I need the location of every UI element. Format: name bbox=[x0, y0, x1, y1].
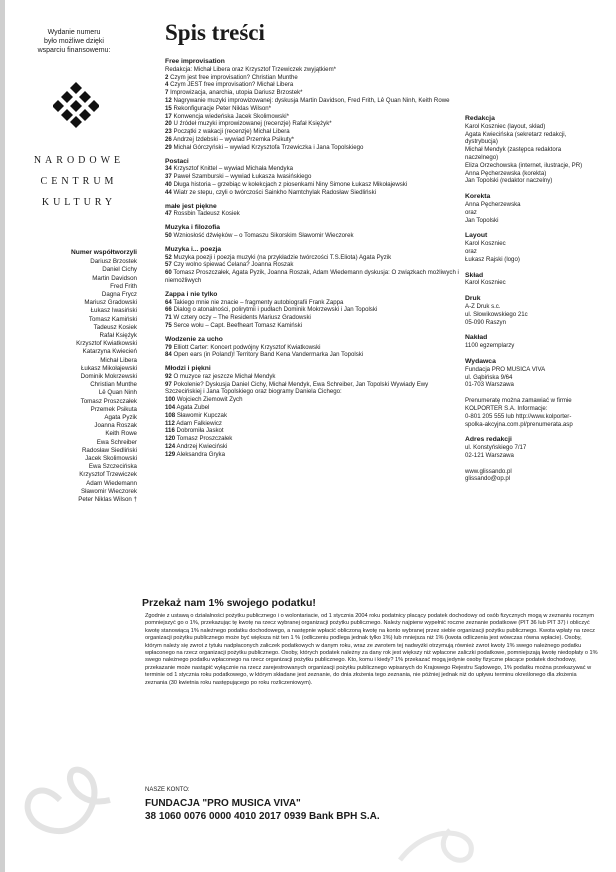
toc-page-number: 37 bbox=[165, 173, 172, 181]
toc-page-number: 104 bbox=[165, 404, 176, 412]
toc-section-heading: Postaci bbox=[165, 157, 189, 165]
toc-entry-text: Wiatr ze stepu, czyli o twórczości Sainkho Namtchylak Radosław Siedliński bbox=[173, 188, 377, 196]
toc-entry-text: Tomasz Proszczałek, Agata Pyzik, Joanna Roszak, Adam Wiedemann dyskusja: O związkach możliwych i niemożliwych bbox=[165, 269, 459, 284]
account-label: NASZE KONTO: bbox=[145, 787, 190, 793]
masthead-line: 1100 egzemplarzy bbox=[465, 342, 515, 350]
toc-entry bbox=[165, 344, 460, 352]
toc-page-number: 4 bbox=[165, 81, 169, 89]
toc-entry-text: Paweł Szamburski – wywiad Łukasza Iwasińskiego bbox=[173, 173, 312, 181]
masthead-line: naczelnego) bbox=[465, 153, 499, 161]
masthead-heading: Druk bbox=[465, 295, 481, 303]
masthead-line: oraz bbox=[465, 247, 477, 255]
masthead-line: Łukasz Rajski (logo) bbox=[465, 255, 520, 263]
contributor-name: Tadeusz Kosiek bbox=[93, 323, 137, 331]
contributor-name: Dagna Frycz bbox=[101, 291, 137, 299]
toc-entry-text: Dialog o atonalności, polirytmii i pudłach Dominik Mokrzewski i Jan Topolski bbox=[173, 306, 378, 314]
page-edge-shadow bbox=[0, 0, 5, 872]
toc-entry bbox=[165, 351, 460, 359]
toc-entry bbox=[165, 373, 460, 381]
toc-page-number: 66 bbox=[165, 306, 172, 314]
toc-page-number: 116 bbox=[165, 427, 175, 435]
toc-page-number: 84 bbox=[165, 351, 172, 359]
toc-entry-text: Takiego mnie nie znacie – fragmenty autobiografii Frank Zappa bbox=[173, 298, 344, 306]
contributor-name: Agata Pyzik bbox=[104, 414, 137, 422]
toc-page-number: 44 bbox=[165, 188, 172, 196]
toc-page-number: 64 bbox=[165, 298, 172, 306]
contributor-name: Lê Quan Ninh bbox=[98, 389, 137, 397]
toc-page-number: 12 bbox=[165, 96, 172, 104]
toc-entry bbox=[165, 89, 460, 97]
toc-entry bbox=[165, 396, 460, 404]
toc-entry bbox=[165, 314, 460, 322]
masthead-line: Michał Mendyk (zastępca redaktora bbox=[465, 146, 562, 154]
toc-entry bbox=[165, 322, 460, 330]
toc-page-number: 100 bbox=[165, 396, 176, 404]
toc-page-number: 112 bbox=[165, 419, 175, 427]
toc-entry-text: Wzniosłość dźwięków – o Tomaszu Sikorskim Sławomir Wieczorek bbox=[173, 231, 354, 239]
masthead-line: glissando@op.pl bbox=[465, 475, 511, 483]
toc-page-number: 129 bbox=[165, 450, 176, 458]
toc-entry bbox=[165, 306, 460, 314]
contributor-name: Łukasz Iwasiński bbox=[90, 307, 137, 315]
contributor-name: Christian Munthe bbox=[90, 381, 137, 389]
toc-entry bbox=[165, 128, 460, 136]
toc-entry-text: Czym JEST free improvisation? Michał Libera bbox=[170, 81, 294, 89]
toc-entry bbox=[165, 435, 460, 443]
toc-entry bbox=[165, 404, 460, 412]
toc-page-number: 57 bbox=[165, 261, 172, 269]
toc-entry bbox=[165, 269, 460, 285]
masthead-line: Karol Koszniec bbox=[465, 279, 506, 287]
toc-entry-text: Open ears (in Poland)! Territory Band Kena Vandermarka Jan Topolski bbox=[173, 351, 364, 359]
toc-page-number: 20 bbox=[165, 120, 172, 128]
masthead-line: Karol Koszniec bbox=[465, 240, 506, 248]
masthead-block bbox=[465, 193, 613, 224]
masthead bbox=[465, 115, 613, 483]
toc-entry-text: Tomasz Proszczałek bbox=[176, 435, 233, 443]
toc-entry bbox=[165, 181, 460, 189]
toc-entry bbox=[165, 165, 460, 173]
masthead-block bbox=[465, 272, 613, 288]
toc-entry-text: Nagrywanie muzyki improwizowanej: dyskusja Martin Davidson, Fred Frith, Lê Quan Ninh, Keith Rowe bbox=[173, 96, 450, 104]
toc-entry bbox=[165, 261, 460, 269]
toc-entry bbox=[165, 173, 460, 181]
toc-entry bbox=[165, 254, 460, 262]
table-of-contents bbox=[165, 58, 460, 459]
toc-section-heading: Muzyka i filozofia bbox=[165, 224, 220, 232]
toc-page-number: 29 bbox=[165, 143, 172, 151]
toc-entry-text: Pokolenie? Dyskusja Daniel Cichy, Michał Mendyk, Ewa Schreiber, Jan Topolski Wywiady Ewy Szczecińskiej i Jana Topolskiego oraz biogramy Daniela Cichego: bbox=[165, 380, 429, 396]
sponsor-line: było możliwe dzięki bbox=[44, 38, 104, 45]
masthead-heading: Adres redakcji bbox=[465, 436, 512, 444]
toc-entry-text: Krzysztof Knittel – wywiad Michała Mendyka bbox=[173, 165, 294, 173]
toc-entry-text: U źródeł muzyki improwizowanej (recenzje) Rafał Księżyk* bbox=[173, 120, 332, 128]
toc-page-number: 2 bbox=[165, 73, 169, 81]
contributor-name: Martin Davidson bbox=[92, 274, 137, 282]
contributors-list bbox=[10, 249, 137, 504]
toc-entry-text: Długa historia – grzebiąc w kolekcjach z piosenkami Niny Simone Łukasz Mikołajewski bbox=[173, 180, 408, 188]
toc-entry-text: Początki z wakacji (recenzje) Michał Libera bbox=[173, 128, 290, 136]
toc-entry-text: Aleksandra Gryka bbox=[176, 450, 225, 458]
toc-entry bbox=[165, 97, 460, 105]
masthead-line: Jan Topolski bbox=[465, 216, 499, 224]
masthead-line: ul. Konstyńskiego 7/17 bbox=[465, 444, 527, 452]
masthead-line: Prenumeratę można zamawiać w firmie bbox=[465, 397, 572, 405]
toc-page-number: 26 bbox=[165, 135, 172, 143]
toc-entry bbox=[165, 81, 460, 89]
tax-appeal-body: Zgodnie z ustawą o działalności pożytku publicznego i o wolontariacie, od 1 stycznia 2004 roku podatnicy płacący podatek dochodowy od osób fizycznych mogą w zeznaniu rocznym pomniejszyć go o 1%, przekazując tę kwotę na rzecz wybranej organizacji pożytku publicznego. Należy najpierw wypełnić roczne zeznanie podatkowe (PIT 36 lub PIT 37) i obliczyć kwotę stanowiącą 1% należnego podatku dochodowego, a następnie wpłacić obliczoną kwotę na konto wybranej przez siebie organizacji pożytku publicznego. Kwota wpłaty na rzecz organizacji pożytku publicznego może być większa niż ten 1 % (odliczeniu podlega jednak tylko 1%) lub mniejsza niż 1% (kwota odliczenia jest wówczas równa wpłacie). Osoby, którym należy się zwrot z tytułu nadpłaconych zaliczek podatkowych w danym roku, wraz ze zwrotem tej nadwyżki otrzymują również zwrot kwoty 1% swego należnego podatku wpłaconego na rzecz organizacji pożytku publicznego. Osoby, których podatek należny za dany rok jest większy niż wpłacone zaliczki podatkowe, pomniejszają kwotę niedopłaty o 1% swego należnego podatku wpłaconego na rzecz organizacji pożytku publicznego. Kto, komu i kiedy? 1% przekazać mogą jedynie osoby fizyczne płacące podatek dochodowy, przekazanie może nastąpić wyłącznie na rzecz zarejestrowanych organizacji pożytku publicznego wpisanych do Krajowego Rejestru Sądowego, 1% podatku można przekazywać w terminie od 1 stycznia roku podatkowego, w którym składane jest zeznanie, do dnia złożenia tego zeznania, nie później jednak niż do upływu terminu określonego dla złożenia zeznania (30 kwietnia roku następującego po roku rozliczeniowym). bbox=[145, 613, 598, 686]
sponsor-line: wsparciu finansowemu: bbox=[37, 47, 111, 54]
toc-page-number: 124 bbox=[165, 443, 176, 451]
fund-details bbox=[145, 797, 380, 823]
toc-section-heading: Młodzi i piękni bbox=[165, 365, 211, 373]
contributor-name: Tomasz Kamiński bbox=[88, 315, 137, 323]
org-name-line: KULTURY bbox=[41, 197, 117, 208]
masthead-line: Karol Koszniec (layout, skład) bbox=[465, 122, 546, 130]
toc-entry-text: Czym jest free improvisation? Christian Munthe bbox=[170, 73, 298, 81]
toc-page-number: 97 bbox=[165, 380, 172, 388]
toc-entry bbox=[165, 427, 460, 435]
toc-entry bbox=[165, 136, 460, 144]
account-number: 38 1060 0076 0000 4010 2017 0939 Bank BPH S.A. bbox=[145, 811, 380, 822]
toc-entry-text: W cztery oczy – The Residents Mariusz Gradowski bbox=[173, 314, 311, 322]
masthead-line: 0-801 205 555 lub http://www.kolporter- bbox=[465, 412, 572, 420]
toc-entry-text: Andrzej Izdebski – wywiad Przemka Psikuty* bbox=[173, 135, 295, 143]
toc-section-heading: Free improvisation bbox=[165, 58, 225, 65]
toc-page-number: 40 bbox=[165, 180, 172, 188]
toc-entry-text: Serce wołu – Capt. Beefheart Tomasz Kamiński bbox=[173, 321, 303, 329]
toc-page-number: 92 bbox=[165, 372, 172, 380]
contributor-name: Radosław Siedliński bbox=[81, 446, 137, 454]
contributor-name: Peter Niklas Wilson † bbox=[78, 496, 137, 504]
toc-entry-text: Czy wolno śpiewać Celana? Joanna Roszak bbox=[173, 261, 294, 269]
contributor-name: Tomasz Proszczałek bbox=[80, 397, 137, 405]
masthead-line: oraz bbox=[465, 208, 477, 216]
contributor-name: Jacek Skolimowski bbox=[85, 455, 137, 463]
toc-entry bbox=[165, 144, 460, 152]
toc-entry-text: Sławomir Kupczak bbox=[176, 411, 227, 419]
toc-entry bbox=[165, 210, 460, 218]
toc-entry bbox=[165, 105, 460, 113]
nck-logo-icon bbox=[53, 82, 99, 128]
toc-page-number: 34 bbox=[165, 165, 172, 173]
contributor-name: Michał Libera bbox=[100, 356, 137, 364]
masthead-line: spolka-akcyjna.com.pl/prenumerata.asp bbox=[465, 420, 573, 428]
contributor-name: Joanna Roszak bbox=[94, 422, 137, 430]
contributor-name: Daniel Cichy bbox=[102, 266, 137, 274]
toc-page-number: 108 bbox=[165, 411, 176, 419]
toc-entry-text: Wojciech Ziemowit Zych bbox=[176, 396, 243, 404]
toc-entry-text: Redakcja: Michał Libera oraz Krzysztof Trzewiczek zwyjątkiem* bbox=[165, 65, 337, 73]
toc-entry-text: Rekonfiguracje Peter Niklas Wilson* bbox=[173, 104, 272, 112]
contributor-name: Mariusz Gradowski bbox=[84, 299, 137, 307]
toc-section-heading: Muzyka i... poezja bbox=[165, 245, 222, 253]
masthead-heading: Layout bbox=[465, 232, 488, 240]
org-name bbox=[14, 150, 144, 213]
contributor-name: Dominik Mokrzewski bbox=[80, 373, 137, 381]
toc-entry-text: O muzyce raz jeszcze Michał Mendyk bbox=[173, 372, 276, 380]
toc-page-number: 60 bbox=[165, 269, 172, 277]
toc-page-number: 75 bbox=[165, 321, 172, 329]
contributor-name: Łukasz Mikołajewski bbox=[80, 364, 137, 372]
toc-entry-text: Andrzej Kwieciński bbox=[176, 443, 228, 451]
contributor-name: Przemek Psikuta bbox=[90, 405, 137, 413]
masthead-line: 02-121 Warszawa bbox=[465, 451, 514, 459]
toc-entry-text: Muzyka poezji i poezja muzyki (na przykładzie twórczości T.S.Eliota) Agata Pyzik bbox=[173, 253, 392, 261]
toc-page-number: 120 bbox=[165, 435, 176, 443]
contributor-name: Krzysztof Kwiatkowski bbox=[76, 340, 137, 348]
masthead-line: ul. Słowikowskiego 21c bbox=[465, 310, 528, 318]
contributor-name: Rafał Księżyk bbox=[99, 332, 137, 340]
toc-page-number: 79 bbox=[165, 343, 172, 351]
masthead-block bbox=[465, 397, 613, 428]
toc-entry-text: Michał Górczyński – wywiad Krzysztofa Trzewiczka i Jana Topolskiego bbox=[173, 143, 364, 151]
toc-entry bbox=[165, 189, 460, 197]
contributor-name: Adam Wiedemann bbox=[86, 479, 137, 487]
masthead-block bbox=[465, 115, 613, 185]
toc-page-number: 15 bbox=[165, 104, 172, 112]
fund-name: FUNDACJA "PRO MUSICA VIVA" bbox=[145, 798, 301, 809]
masthead-line: Jan Topolski (redaktor naczelny) bbox=[465, 177, 553, 185]
masthead-line: A-Z Druk s.c. bbox=[465, 302, 501, 310]
masthead-line: Agata Kwiecińska (sekretarz redakcji, bbox=[465, 130, 567, 138]
toc-entry bbox=[165, 232, 460, 240]
toc-entry bbox=[165, 412, 460, 420]
toc-entry bbox=[165, 120, 460, 128]
masthead-line: 01-703 Warszawa bbox=[465, 381, 514, 389]
contributor-name: Katarzyna Kwiecień bbox=[82, 348, 137, 356]
toc-section-heading: Wodzenie za ucho bbox=[165, 335, 223, 343]
toc-entry-text: Konwencja wiedeńska Jacek Skolimowski* bbox=[173, 112, 289, 120]
org-name-line: NARODOWE bbox=[33, 155, 125, 166]
org-name-line: CENTRUM bbox=[40, 176, 118, 187]
contributor-name: Sławomir Wieczorek bbox=[80, 487, 137, 495]
sponsor-note bbox=[14, 28, 134, 55]
sponsor-line: Wydanie numeru bbox=[47, 29, 101, 36]
masthead-block bbox=[465, 468, 613, 484]
toc-entry bbox=[165, 443, 460, 451]
masthead-block bbox=[465, 295, 613, 326]
toc-page-number: 47 bbox=[165, 210, 172, 218]
toc-entry-text: Improwizacja, anarchia, utopia Dariusz Brzostek* bbox=[170, 89, 303, 97]
masthead-line: Fundacja PRO MUSICA VIVA bbox=[465, 365, 546, 373]
toc-entry bbox=[165, 113, 460, 121]
page-title: Spis treści bbox=[165, 20, 265, 45]
masthead-line: www.glissando.pl bbox=[465, 467, 512, 475]
toc-entry bbox=[165, 420, 460, 428]
toc-page-number: 23 bbox=[165, 128, 172, 136]
toc-entry bbox=[165, 74, 460, 82]
masthead-line: Eliza Orzechowska (internet, ilustracje, PR) bbox=[465, 161, 583, 169]
masthead-block bbox=[465, 358, 613, 389]
contributors-heading: Numer współtworzyli bbox=[71, 249, 137, 256]
masthead-block bbox=[465, 334, 613, 350]
toc-page-number: 50 bbox=[165, 231, 172, 239]
toc-entry bbox=[165, 381, 460, 397]
toc-entry-text: Elliott Carter: Koncert podwójny Krzysztof Kwiatkowski bbox=[173, 343, 321, 351]
masthead-heading: Nakład bbox=[465, 334, 488, 342]
toc-page-number: 17 bbox=[165, 112, 172, 120]
masthead-block bbox=[465, 232, 613, 263]
contributor-name: Ewa Schreiber bbox=[96, 438, 137, 446]
contributor-name: Dariusz Brzostek bbox=[90, 258, 137, 266]
toc-entry bbox=[165, 451, 460, 459]
masthead-line: KOLPORTER S.A. Informacje: bbox=[465, 404, 548, 412]
contributor-name: Ewa Szczecińska bbox=[88, 463, 137, 471]
tax-appeal-title: Przekaż nam 1% swojego podatku! bbox=[142, 597, 316, 609]
toc-entry bbox=[165, 299, 460, 307]
toc-page-number: 71 bbox=[165, 314, 172, 322]
masthead-heading: Skład bbox=[465, 271, 484, 279]
masthead-heading: Wydawca bbox=[465, 357, 496, 365]
toc-page-number: 7 bbox=[165, 89, 169, 97]
toc-entry bbox=[165, 66, 460, 74]
toc-entry-text: Rossbin Tadeusz Kosiek bbox=[173, 210, 240, 218]
toc-page-number: 52 bbox=[165, 253, 172, 261]
masthead-line: Anna Pęcherzewska bbox=[465, 200, 521, 208]
contributor-name: Keith Rowe bbox=[105, 430, 137, 438]
masthead-heading: Redakcja bbox=[465, 115, 495, 122]
masthead-line: 05-090 Raszyn bbox=[465, 318, 506, 326]
toc-section-heading: Zappa i nie tylko bbox=[165, 290, 218, 298]
contributor-name: Fred Frith bbox=[110, 282, 137, 290]
masthead-line: dystrybucja) bbox=[465, 138, 498, 146]
masthead-line: Anna Pęcherzewska (korekta) bbox=[465, 169, 547, 177]
contributor-name: Krzysztof Trzewiczek bbox=[79, 471, 137, 479]
masthead-heading: Korekta bbox=[465, 193, 491, 201]
toc-entry-text: Agata Zubel bbox=[176, 404, 210, 412]
masthead-line: ul. Gąbińska 9/64 bbox=[465, 373, 513, 381]
toc-entry-text: Adam Falkiewicz bbox=[176, 419, 222, 427]
toc-section-heading: małe jest piękne bbox=[165, 202, 217, 210]
masthead-block bbox=[465, 436, 613, 459]
toc-entry-text: Dobromiła Jaskot bbox=[176, 427, 224, 435]
